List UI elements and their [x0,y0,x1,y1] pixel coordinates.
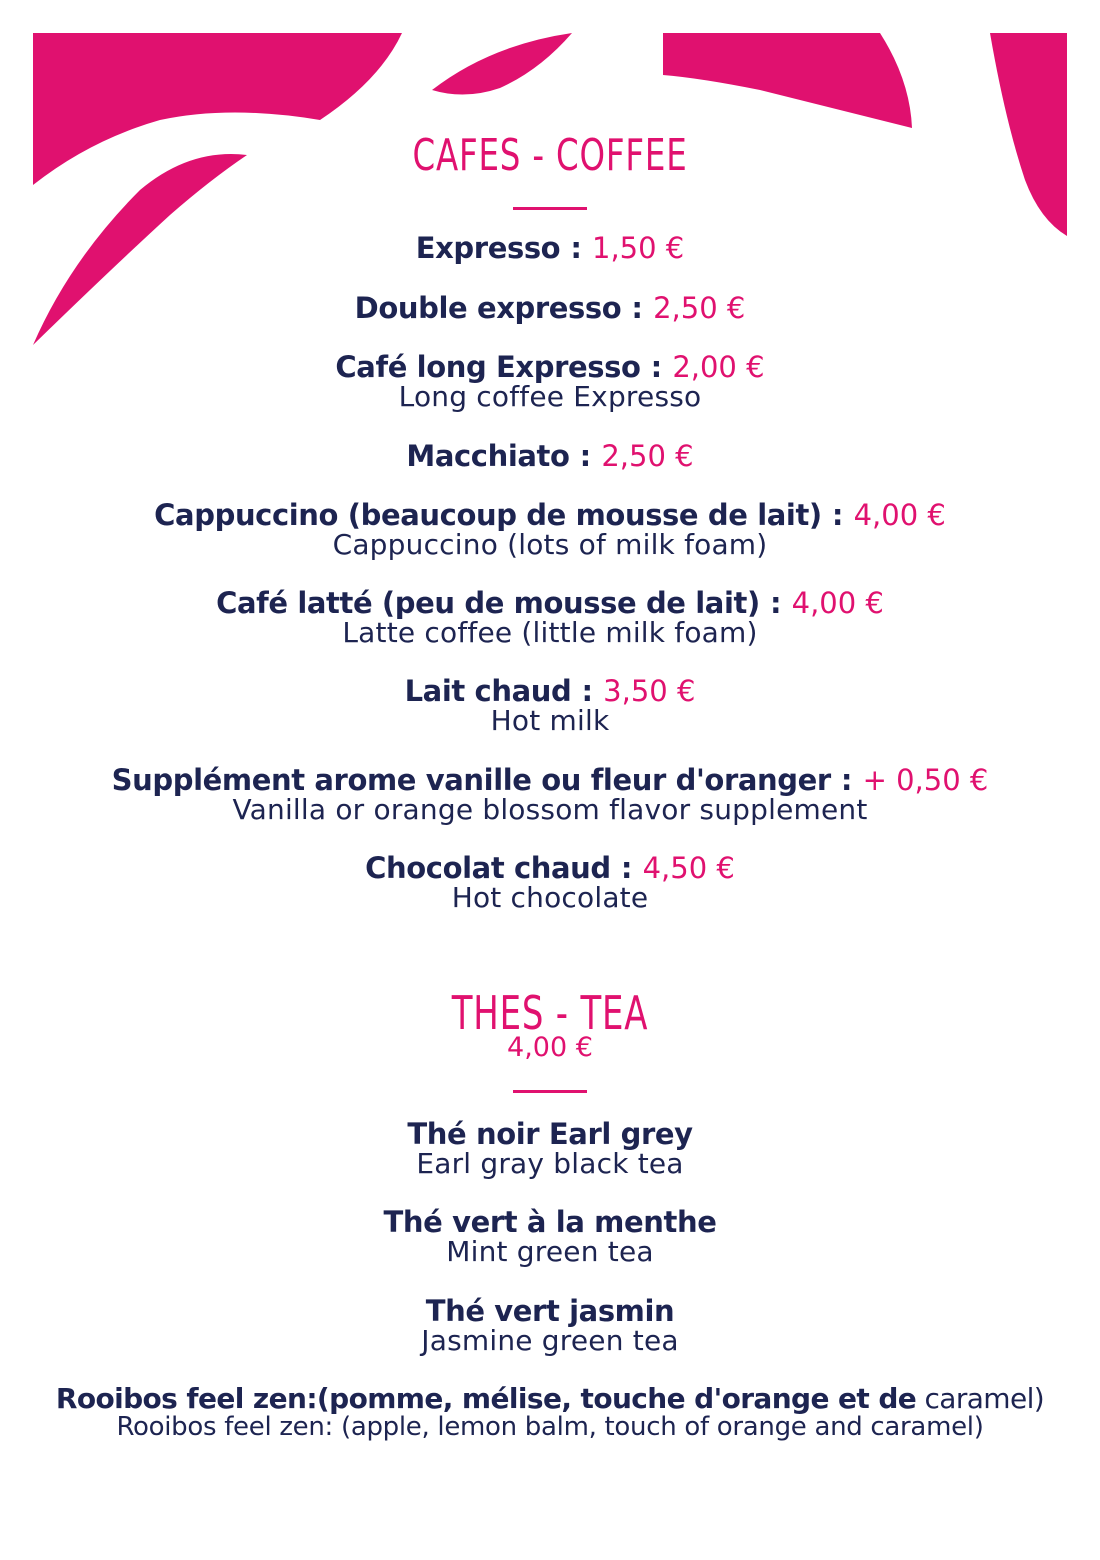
menu-item-supplement: Supplément arome vanille ou fleur d'oranger : + 0,50 € Vanilla or orange blossom flavor supplement [0,766,1100,824]
coffee-section-title: CAFES - COFFEE [412,130,688,181]
item-translation: Earl gray black tea [416,1147,684,1180]
item-price: 1,50 € [592,231,685,265]
item-translation: Long coffee Expresso [398,380,702,413]
item-name: Double expresso [354,291,622,325]
item-price: 4,00 € [791,586,884,620]
item-translation: Jasmine green tea [421,1324,679,1357]
item-translation: Hot milk [490,704,610,737]
pink-blob-top-center [432,33,572,95]
menu-item-expresso: Expresso : 1,50 € [415,231,685,265]
item-translation: Rooibos feel zen: (apple, lemon balm, touch of orange and caramel) [116,1412,984,1442]
menu-item-lait-chaud: Lait chaud : 3,50 € Hot milk [0,677,1100,735]
menu-item-earl-grey [0,1117,1100,1180]
tea-divider [513,1090,587,1093]
item-translation: Latte coffee (little milk foam) [342,616,758,649]
menu-item-double-expresso: Double expresso : 2,50 € [354,291,746,325]
pink-arc-far-right [990,33,1067,236]
item-name: Thé noir Earl grey [407,1117,693,1151]
menu-item-chocolat-chaud: Chocolat chaud : 4,50 € Hot chocolate [0,854,1100,912]
tea-section-price: 4,00 € [507,1032,593,1063]
item-price: 2,50 € [601,439,694,473]
coffee-divider [513,207,587,210]
menu-item-the-menthe [0,1205,1100,1268]
item-translation: Vanilla or orange blossom flavor supplement [232,793,868,826]
item-name: Chocolat chaud [365,851,611,885]
menu-item-the-jasmin [0,1294,1100,1357]
item-name: Thé vert jasmin [425,1294,675,1328]
tea-section-title: THES - TEA [451,986,649,1040]
menu-item-cafe-latte: Café latté (peu de mousse de lait) : 4,00 € Latte coffee (little milk foam) [0,589,1100,647]
menu-item-macchiato: Macchiato : 2,50 € [406,439,694,473]
item-name: Supplément arome vanille ou fleur d'oranger [111,763,831,797]
item-name: Thé vert à la menthe [383,1205,717,1239]
item-name: Macchiato [406,439,570,473]
item-translation: Cappuccino (lots of milk foam) [332,528,768,561]
item-name: Cappuccino (beaucoup de mousse de lait) [154,498,822,532]
item-price: + 0,50 € [862,763,989,797]
item-price: 4,00 € [853,498,946,532]
item-translation: Mint green tea [446,1235,654,1268]
item-price: 3,50 € [603,674,696,708]
item-name: Expresso [415,231,561,265]
item-price: 2,50 € [653,291,746,325]
menu-item-cafe-long: Café long Expresso : 2,00 € Long coffee Expresso [0,353,1100,411]
menu-item-rooibos [0,1382,1100,1442]
item-translation: Hot chocolate [451,881,649,914]
item-name: Rooibos feel zen:(pomme, mélise, touche d'orange et de [55,1382,917,1415]
item-name: Café long Expresso [335,350,641,384]
item-name: Café latté (peu de mousse de lait) [216,586,760,620]
item-price: 2,00 € [672,350,765,384]
item-price: 4,50 € [642,851,735,885]
item-name: Lait chaud [404,674,572,708]
pink-arc-right [663,33,912,128]
menu-item-cappuccino: Cappuccino (beaucoup de mousse de lait) : 4,00 € Cappuccino (lots of milk foam) [0,501,1100,559]
item-name-tail: caramel) [916,1382,1045,1415]
